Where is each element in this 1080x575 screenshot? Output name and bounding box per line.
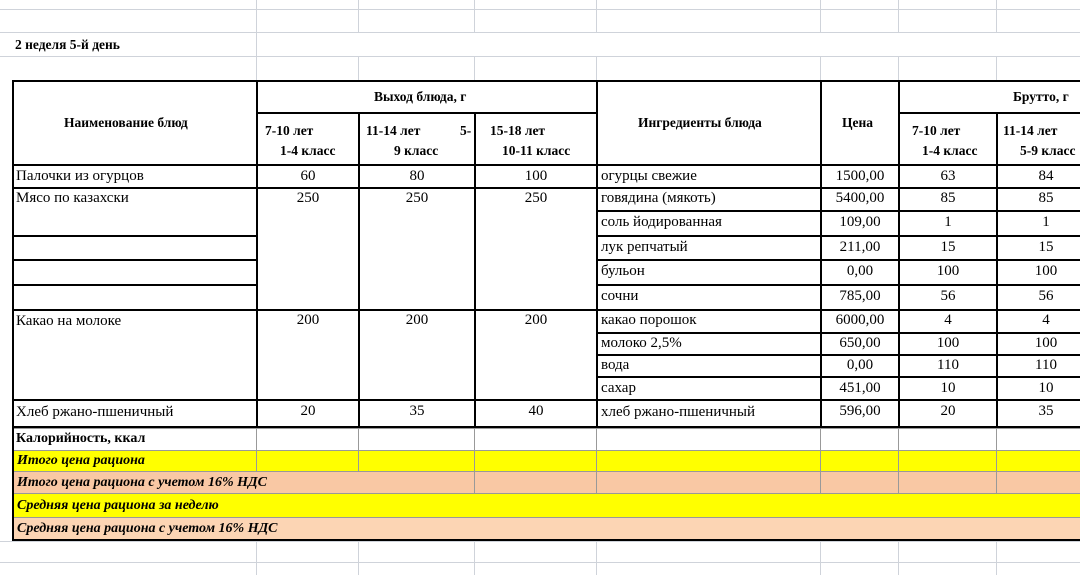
dish-output-7-10[interactable]: 200 [296,312,320,328]
ingredient-brutto-7-10[interactable]: 4 [944,312,952,328]
avg-week-vat-label[interactable]: Средняя цена рациона с учетом 16% НДС [17,521,278,536]
ingredient-brutto-7-10[interactable]: 10 [940,380,956,396]
ingredient-price[interactable]: 596,00 [839,403,881,419]
header-brutto-grade-1-4: 1-4 класс [922,143,978,158]
ingredient-name[interactable]: хлеб ржано-пшеничный [601,404,756,420]
ingredient-price[interactable]: 5400,00 [835,190,885,206]
header-brutto-age-7-10: 7-10 лет [912,123,961,138]
calories-label[interactable]: Калорийность, ккал [16,431,146,446]
ingredient-name[interactable]: говядина (мякоть) [601,190,716,206]
header-grade-5-9-b: 9 класс [394,143,439,158]
ingredient-brutto-11-14[interactable]: 1 [1042,214,1050,230]
dish-output-11-14[interactable]: 35 [409,403,425,419]
ingredient-brutto-11-14[interactable]: 15 [1038,239,1054,255]
header-dish-name: Наименование блюд [64,115,188,130]
ingredient-price[interactable]: 650,00 [839,335,881,351]
dish-name[interactable]: Хлеб ржано-пшеничный [16,404,174,420]
ingredient-price[interactable]: 211,00 [839,239,881,255]
ingredient-price[interactable]: 785,00 [839,288,881,304]
total-price-fill [12,450,1080,471]
ingredient-brutto-11-14[interactable]: 84 [1038,168,1054,184]
ingredient-price[interactable]: 6000,00 [835,312,885,328]
header-output: Выход блюда, г [374,89,467,104]
ingredient-brutto-11-14[interactable]: 85 [1038,190,1054,206]
total-price-vat-label[interactable]: Итого цена рациона с учетом 16% НДС [17,475,267,490]
header-brutto-age-11-14: 11-14 лет [1003,123,1058,138]
ingredient-brutto-7-10[interactable]: 100 [936,263,960,279]
sheet-title[interactable]: 2 неделя 5-й день [15,37,120,52]
header-ingredients: Ингредиенты блюда [638,115,762,130]
ingredient-brutto-7-10[interactable]: 100 [936,335,960,351]
dish-output-11-14[interactable]: 200 [405,312,429,328]
ingredient-price[interactable]: 0,00 [846,263,874,279]
dish-output-7-10[interactable]: 20 [300,403,316,419]
ingredient-name[interactable]: какао порошок [601,312,697,328]
dish-name[interactable]: Какао на молоке [16,313,122,329]
ingredient-name[interactable]: сахар [601,380,636,396]
header-grade-10-11: 10-11 класс [502,143,571,158]
ingredient-price[interactable]: 1500,00 [835,168,885,184]
ingredient-name[interactable]: огурцы свежие [601,168,697,184]
ingredient-name[interactable]: сочни [601,288,639,304]
ingredient-brutto-11-14[interactable]: 56 [1038,288,1054,304]
total-price-label[interactable]: Итого цена рациона [17,453,145,468]
ingredient-brutto-7-10[interactable]: 56 [940,288,956,304]
dish-name[interactable]: Мясо по казахски [16,190,129,206]
dish-output-15-18[interactable]: 100 [524,168,548,184]
header-brutto-grade-5-9: 5-9 класс [1020,143,1076,158]
ingredient-brutto-11-14[interactable]: 10 [1038,380,1054,396]
ingredient-brutto-7-10[interactable]: 15 [940,239,956,255]
ingredient-price[interactable]: 109,00 [839,214,881,230]
ingredient-name[interactable]: лук репчатый [601,239,688,255]
header-price: Цена [842,115,874,130]
ingredient-name[interactable]: молоко 2,5% [601,335,682,351]
ingredient-brutto-7-10[interactable]: 110 [937,357,959,373]
dish-output-7-10[interactable]: 60 [300,168,316,184]
dish-output-7-10[interactable]: 250 [296,190,320,206]
avg-week-label[interactable]: Средняя цена рациона за неделю [17,498,219,513]
ingredient-brutto-11-14[interactable]: 100 [1034,335,1058,351]
dish-output-11-14[interactable]: 80 [409,168,425,184]
header-age-7-10: 7-10 лет [265,123,314,138]
ingredient-price[interactable]: 451,00 [839,380,881,396]
header-grade-1-4: 1-4 класс [280,143,336,158]
dish-output-11-14[interactable]: 250 [405,190,429,206]
ingredient-name[interactable]: бульон [601,263,645,279]
ingredient-brutto-7-10[interactable]: 20 [940,403,956,419]
ingredient-brutto-11-14[interactable]: 100 [1034,263,1058,279]
dish-output-15-18[interactable]: 200 [524,312,548,328]
ingredient-name[interactable]: соль йодированная [601,214,722,230]
ingredient-price[interactable]: 0,00 [846,357,874,373]
dish-name[interactable]: Палочки из огурцов [16,168,144,184]
ingredient-brutto-7-10[interactable]: 1 [944,214,952,230]
header-brutto: Брутто, г [1013,89,1069,104]
ingredient-brutto-7-10[interactable]: 85 [940,190,956,206]
ingredient-brutto-7-10[interactable]: 63 [940,168,956,184]
dish-output-15-18[interactable]: 40 [528,403,544,419]
ingredient-name[interactable]: вода [601,357,630,373]
header-age-15-18: 15-18 лет [490,123,546,138]
header-grade-5-9-a: 5- [460,123,472,138]
ingredient-brutto-11-14[interactable]: 35 [1038,403,1054,419]
ingredient-brutto-11-14[interactable]: 4 [1042,312,1050,328]
header-age-11-14: 11-14 лет [366,123,421,138]
ingredient-brutto-11-14[interactable]: 110 [1035,357,1057,373]
dish-output-15-18[interactable]: 250 [524,190,548,206]
